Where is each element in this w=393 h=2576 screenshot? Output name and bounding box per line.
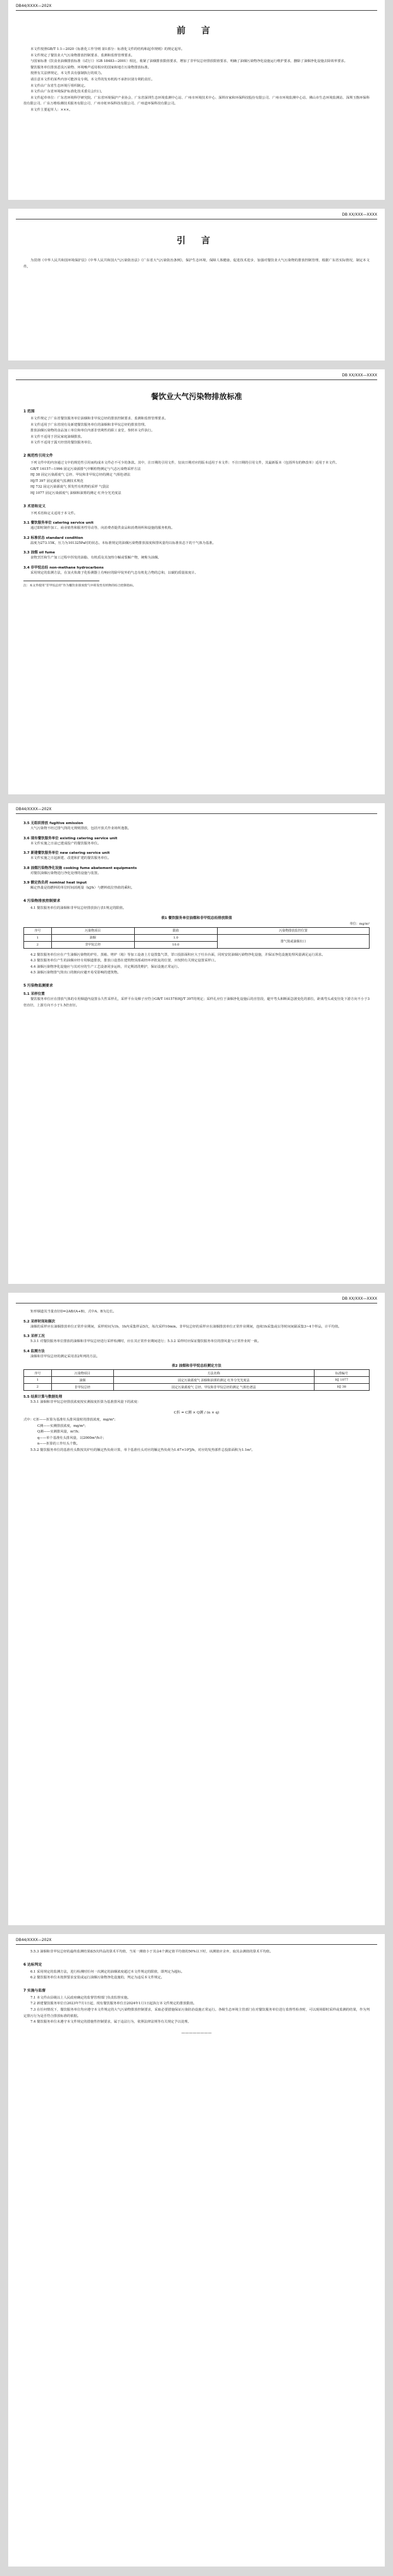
body-para: 本文件适用于广东省现有及新建餐饮服务单位的油烟和非甲烷总烃的排放管理。 — [30, 422, 148, 427]
body-para: 4.3 餐饮服务单位产生的油烟应经专用烟道排放，排放口设置在建筑物顶部或经环评批复的位置，应按照有关规定设置采样口。 — [30, 959, 218, 963]
table-header-row — [24, 927, 370, 934]
section-heading: 3 术语和定义 — [23, 504, 46, 508]
term-heading: 3.5 无组织排放 fugitive emission — [23, 822, 84, 825]
table-header-cell: 序号 — [24, 1370, 52, 1377]
reference-item: HJ 732 固定污染源废气 挥发性有机物的采样 气袋法 — [30, 485, 109, 490]
header-code: DB XX/XXX—XXXX — [342, 373, 377, 378]
reference-item: HJ 1077 固定污染源废气 油烟和油雾的测定 红外分光光度法 — [30, 491, 122, 495]
table-header-cell: 污染物项目 — [51, 1370, 113, 1377]
section-heading: 5 污染物监测要求 — [23, 983, 53, 988]
document-title: 餐饮业大气污染物排放标准 — [151, 392, 242, 401]
term-definition: 对餐饮油烟污染物进行净化处理的设施与装置。 — [30, 871, 101, 875]
table-cell: 排气筒或油烟出口 — [217, 934, 369, 948]
foreword-para: 请注意本文件的某些内容可能涉及专利。本文件的发布机构不承担识别专利的责任。 — [30, 77, 154, 82]
body-para: 4.2 餐饮服务单位应在产生油烟污染物的炉灶、蒸箱、烤炉（箱）等加工设备上方设置集气罩，罩口投影面积应大于灶台台面，同时安装油烟污染物净化设施，并保证净化设施处理风量满足运行需求。 — [30, 952, 325, 957]
table-header-cell: 污染物项目 — [51, 927, 134, 934]
page-main-2 — [8, 803, 385, 1284]
term-heading: 3.2 标准状态 standard condition — [23, 536, 84, 540]
table-header-cell: 序号 — [24, 927, 52, 934]
section-heading: 4 污染物排放控制要求 — [23, 899, 61, 903]
foreword-para: 本文件由广东省生态环境厅组织制定。 — [30, 83, 88, 88]
table-cell: HJ 1077 — [314, 1377, 369, 1384]
body-para: 7.4 餐饮服务单位未遵守本文件规定的措施性控制要求，属于违法行为，依照法律法规等有关规定予以处理。 — [30, 2020, 191, 2024]
section-heading: 1 范围 — [23, 410, 35, 414]
foreword-para: 按照有关法律规定，本文件具有强制执行的效力。 — [30, 71, 104, 76]
body-para: 本文件不适用于露天经营的餐饮服务单位。 — [30, 441, 94, 445]
foreword-para: 本文件主要起草人：×××。 — [30, 108, 73, 112]
term-heading: 3.8 油烟污染物净化设施 cooking fume abatement equipments — [23, 866, 137, 870]
table-cell: 固定污染源废气 总烃、甲烷和非甲烷总烃的测定 气相色谱法 — [113, 1384, 314, 1391]
section-heading: 6 达标判定 — [23, 1963, 42, 1967]
table-cell: 10.0 — [134, 941, 217, 948]
table-cell: 1 — [24, 934, 52, 941]
body-para: 本文件不适用于居民家庭油烟排放。 — [30, 434, 84, 439]
table-cell: 2 — [24, 941, 52, 948]
body-para: 排放油烟污染物的食品加工单位和单位内部非营利性的职工食堂，参照本文件执行。 — [30, 429, 154, 433]
body-para: 4.4 油烟污染物净化设施应与其对应的生产工艺设备同步运转，并定期清洗维护，保证设施正常运行。 — [30, 964, 181, 969]
body-para: 下列术语和定义适用于本文件。 — [30, 511, 78, 515]
formula-variable: n——折算的工作灶头个数。 — [37, 1442, 80, 1446]
table-cell: 固定污染源废气 油烟和油雾的测定 红外分光光度法 — [113, 1377, 314, 1384]
foreword-para: 本文件由广东省环境保护标准化技术委员会归口。 — [30, 90, 104, 94]
header-code: DB XX/XXX—XXXX — [342, 213, 377, 217]
formula-variable: C测——实测排放浓度，mg/m³； — [37, 1424, 88, 1428]
body-para: 4.1 餐饮服务单位的油烟和非甲烷总烃排放执行表1规定的限值。 — [30, 906, 127, 910]
table-unit: 单位：mg/m³ — [349, 921, 370, 926]
header-rule — [16, 10, 377, 11]
term-heading: 3.1 餐饮服务单位 catering service unit — [23, 521, 94, 526]
term-heading: 3.9 额定热负荷 nominal heat input — [23, 881, 87, 885]
term-definition: 本文件实施之日前已建成投产的餐饮服务单位。 — [30, 841, 101, 846]
section-heading: 2 规范性引用文件 — [23, 453, 53, 458]
body-para: 6.1 采用规定的监测方法，进行检测时任何一次测定的油烟浓度超过本文件规定的限值，即判定为超标。 — [30, 1969, 185, 1974]
page-main-3 — [8, 1293, 385, 1925]
methods-table — [23, 1369, 370, 1391]
header-code: DB44/XXXX—202X — [16, 4, 52, 8]
foreword-para: 餐饮服务单位排放恶臭污染物、环境噪声适用相应的国家和地方污染物排放标准。 — [30, 65, 151, 70]
body-para: 下列文件中的内容通过文中的规范性引用而构成本文件必不可少的条款。其中，注日期的引用文件，仅该日期对应的版本适用于本文件；不注日期的引用文件，其最新版本（包括所有的修改单）适用于本文件。 — [30, 460, 339, 465]
formula-variable: 式中：C折——折算为基准灶头排风量时的排放浓度，mg/m³； — [23, 1417, 118, 1422]
table-header-cell: 标准编号 — [314, 1370, 369, 1377]
table-caption: 表1 餐饮服务单位油烟和非甲烷总烃排放限值 — [161, 916, 232, 920]
page-main-4 — [8, 1934, 385, 2567]
body-para: 5.5.3 油烟和非甲烷总烃的最终监测结果取5次样品的算术平均值，当某一测值小于其余4个测定值平均值的50%以下时，该测值应舍弃，取其余测值的算术平均值。 — [30, 1950, 273, 1954]
term-definition: 通过即时制作加工、商业销售和服务性劳动等，向消费者提供食品和消费场所和设施的服务机构。 — [30, 526, 175, 531]
formula-variable: Q测——实测排风量，m³/h； — [37, 1430, 82, 1434]
page-foreword — [8, 0, 385, 200]
body-para: 7.1 本文件由县级以上人民政府确定的监督管理部门负责监督实施。 — [30, 1995, 131, 2000]
body-para: 4.5 油烟污染物排气筒出口的朝向应避开易受影响的建筑物。 — [30, 971, 121, 975]
header-rule — [16, 379, 377, 380]
reference-item: HJ/T 397 固定源废气监测技术规范 — [30, 479, 84, 483]
subsection-heading: 5.3 采样工况 — [23, 1334, 45, 1339]
body-para: 5.3.1 对餐饮服务单位排放的油烟和非甲烷总烃进行采样检测时，应在其正常作业期间进行；5.3.2 采样时应保证餐饮服务单位的排风量与正常作业时一致。 — [30, 1340, 261, 1344]
body-para: 油烟和非甲烷总烃的测定采用表2所列的方法。 — [30, 1354, 100, 1359]
term-heading: 3.4 非甲烷总烃 non-methane hydrocarbons — [23, 565, 104, 570]
section-heading: 7 实施与监督 — [23, 1988, 46, 1993]
concentration-formula: C折 = C测 × Q测 / (n × q) — [173, 1410, 220, 1415]
table-cell: 油烟 — [51, 934, 134, 941]
foreword-title: 前 言 — [177, 26, 216, 36]
intro-para: 为贯彻《中华人民共和国环境保护法》《中华人民共和国大气污染防治法》《广东省大气污染防治条例》，保护生态环境，保障人体健康，促进技术进步，加强对餐饮业大气污染物的排放控制管理，根据广东省实际情况，制定本文件。 — [23, 259, 370, 269]
table-row — [24, 1384, 370, 1391]
term-heading: 3.3 油烟 oil fume — [23, 551, 55, 555]
foreword-para: 本文件按照GB/T 1.1—2020《标准化工作导则 第1部分：标准化文件的结构和起草规则》的规定起草。 — [30, 47, 185, 51]
foreword-para: 本文件规定了餐饮业大气污染物排放控制要求、监测和监督管理要求。 — [30, 53, 135, 58]
table-cell: HJ 38 — [314, 1384, 369, 1391]
page-introduction — [8, 209, 385, 361]
table-cell: 2 — [24, 1384, 52, 1391]
header-code: DB44/XXXX—202X — [16, 807, 52, 811]
subsection-heading: 5.5 结果计算与数据处理 — [23, 1395, 63, 1400]
table-cell: 1.0 — [134, 934, 217, 941]
term-heading: 3.7 新建餐饮服务单位 new catering service unit — [23, 851, 110, 856]
intro-title: 引 言 — [177, 236, 216, 246]
page-main-1 — [8, 369, 385, 794]
term-definition: 本文件实施之日起新建、改建和扩建的餐饮服务单位。 — [30, 856, 111, 861]
table-header-cell: 限值 — [134, 927, 217, 934]
body-para: 7.2 新建餐饮服务单位自2023年7月1日起，现有餐饮服务单位自2024年1月1日起执行本文件规定的排放限值。 — [30, 2002, 197, 2006]
body-para: 7.3 在任何情况下，餐饮服务单位均应遵守本文件规定的大气污染物排放控制要求，采取必要措施保证污染防治设施正常运行。各级生态环境主管部门在对餐饮服务单位进行监督性检查时，可以现场即时采样或监测的结果，作为判定排污行为是否符合排放标准的依据。 — [23, 2007, 370, 2018]
footnote: 注：本文件使用“非甲烷总烃”作为餐饮业排放废气中挥发性有机物的综合控制指标。 — [23, 584, 136, 588]
end-mark: ———————— — [181, 2030, 212, 2035]
table-cell: 非甲烷总烃 — [51, 941, 134, 948]
term-definition: 采用规定的监测方法，在氢火焰离子化检测器上有响应的除甲烷外的气态有机化合物的总和，以碳的质量浓度计。 — [30, 570, 198, 575]
table-cell: 油烟 — [51, 1377, 113, 1384]
table-row — [24, 1377, 370, 1384]
body-para: 5.5.1 油烟和非甲烷总烃排放浓度按实测浓度折算为基准排风量下的浓度： — [30, 1400, 141, 1405]
header-code: DB XX/XXX—XXXX — [342, 1297, 377, 1301]
table-header-cell: 污染物排放监控位置 — [217, 927, 369, 934]
header-code: DB44/XXXX—202X — [16, 1938, 52, 1942]
table-cell: 非甲烷总烃 — [51, 1384, 113, 1391]
body-para: 5.5.2 餐饮服务单位的基准灶头数按其炉灶的额定热负荷计算，单个基准灶头对应的额定热负荷为1.67×10⁸J/h，对应的发热部件总投影面积为1.1m²。 — [30, 1448, 255, 1452]
term-definition: 大气污染物不经过排气筒的无规则排放，包括开放式作业场所逸散。 — [30, 827, 131, 830]
table-cell: 1 — [24, 1377, 52, 1384]
body-para: 6.2 餐饮服务单位未按照要求安装或运行油烟污染物净化设施的，判定为违反本文件规定。 — [30, 1976, 165, 1980]
header-rule — [16, 813, 377, 814]
term-definition: 食物烹饪和生产加工过程中挥发的油脂、有机质及其加热分解或裂解产物，统称为油烟。 — [30, 556, 161, 560]
body-para: 矩形烟道其当量直径D=2AB/(A+B)，式中A、B为边长。 — [30, 1310, 116, 1314]
term-definition: 额定热量是指燃料的单位时间消耗量（kJ/h）与燃料低位热值的乘积。 — [30, 886, 135, 891]
subsection-heading: 5.2 采样时间和频次 — [23, 1319, 56, 1324]
body-para: 餐饮服务单位应在排放气体的专用烟道内设置永久性采样孔，采样平台及梯子应符合GB/T 16157和HJ/T 397的规定；采样孔应位于油烟净化设施后的直管段，避开弯头和断面急剧变化的部位，距离弯头或变径处下游方向不小于3倍直径，上游方向不小于1.5倍直径。 — [23, 997, 370, 1008]
table-row — [24, 934, 370, 941]
table-header-cell: 方法名称 — [113, 1370, 314, 1377]
limits-table — [23, 927, 370, 949]
foreword-para: 与国家标准《饮食业油烟排放标准（试行）》（GB 18483—2001）相比，收紧了油烟排放限值要求，增加了非甲烷总烃排放限值要求，明确了油烟污染物净化设施运行维护要求，删除了油烟净化设施去除效率要求。 — [30, 59, 347, 64]
reference-item: HJ 38 固定污染源废气 总烃、甲烷和非甲烷总烃的测定 气相色谱法 — [30, 473, 130, 478]
subsection-heading: 5.1 采样位置 — [23, 992, 45, 996]
body-para: 本文件规定了广东省餐饮服务单位油烟和非甲烷总烃的排放控制要求、监测和监督管理要求。 — [30, 417, 168, 421]
term-definition: 温度为273.15K，压力为101325Pa时的状态。本标准规定的油烟污染物排放浓度和排风量均以标准状态下的干气体为基准。 — [30, 541, 216, 545]
formula-variable: q——单个基准灶头排风量，以2000m³/h计； — [37, 1436, 106, 1440]
body-para: 油烟的采样应在油烟排放单位正常作业期间，采样时间为1h，1h内采集样品5次，每次采样10min。非甲烷总烃的采样应在油烟排放单位正常作业期间，连续1h采集或以等时间间隔采集3~4个样品，计平均值。 — [30, 1324, 342, 1329]
table-header-row — [24, 1370, 370, 1377]
table-caption: 表2 油烟和非甲烷总烃测定方法 — [172, 1364, 221, 1369]
subsection-heading: 5.4 监测方法 — [23, 1349, 45, 1353]
foreword-para: 本文件起草单位：广东省环境科学研究院、广东省环境保护产业协会、广东省深圳生态环境监测中心站、广州市环境技术中心、深圳市家和环保科技股份有限公司、广州市环境监测中心站、佛山市生态环境监测站、深圳玉衡环保科技有限公司、广东万维检测技术服务有限公司、广州市虹环保科技有限公司、广州道环保科技有限公司。 — [23, 96, 370, 106]
header-rule — [16, 1944, 377, 1945]
term-heading: 3.6 现有餐饮服务单位 existing catering service unit — [23, 836, 118, 841]
reference-item: GB/T 16157—1996 固定污染源排气中颗粒物测定与气态污染物采样方法 — [30, 467, 141, 471]
